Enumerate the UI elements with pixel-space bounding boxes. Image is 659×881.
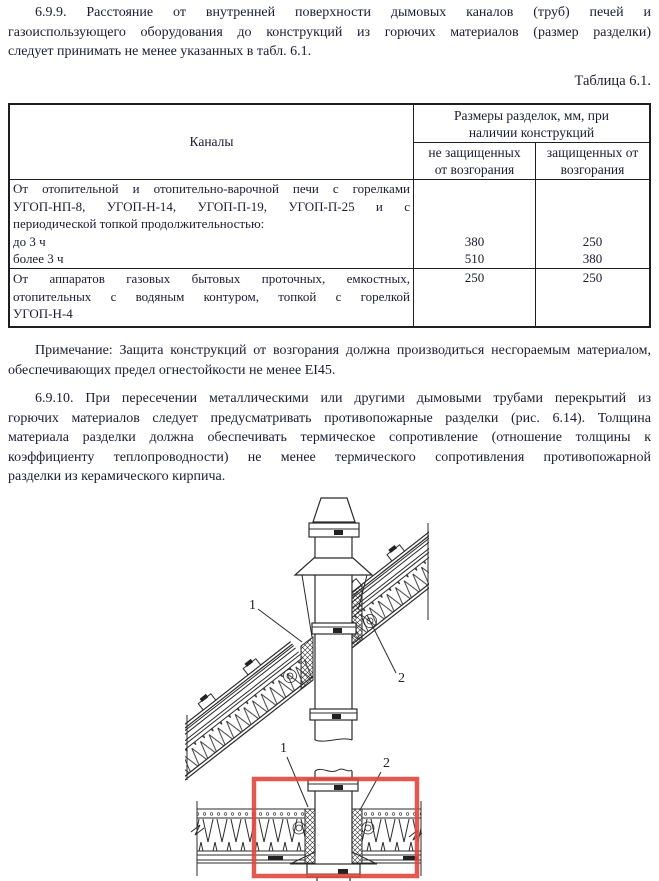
chimney-cap <box>313 498 355 522</box>
paragraph-6-9-10 <box>8 389 651 487</box>
cell-value: 380 <box>464 233 485 249</box>
pipe-collar-top <box>309 523 359 537</box>
leader-lower-1 <box>287 757 308 807</box>
header-sub-protected <box>536 143 649 179</box>
figure-label-upper-1: 1 <box>249 598 256 613</box>
cell-value: 250 <box>582 233 603 249</box>
leader-upper-2 <box>367 615 396 673</box>
row2-channels-cell <box>10 269 414 326</box>
header-span <box>414 105 649 143</box>
row1-unprotected-cell <box>414 180 536 268</box>
cell-value <box>536 180 649 198</box>
cell-line: От аппаратов газовых бытовых проточных, емкостных, <box>13 270 410 286</box>
row1-protected-cell <box>536 180 649 268</box>
paragraph-line: следует принимать не менее указанных в табл. 6.1. <box>8 44 312 59</box>
roof-bracket <box>196 691 215 710</box>
note-paragraph <box>8 341 651 380</box>
cell-value: 510 <box>464 251 485 267</box>
header-sub-line: возгорания <box>560 162 625 177</box>
cell-value <box>414 215 535 233</box>
header-subrow <box>414 143 649 179</box>
paragraph-line: разделки из керамического кирпича. <box>8 469 226 484</box>
paragraph-line: материала разделки должна обеспечивать термическое сопротивление (отношение толщины к <box>8 430 651 445</box>
cell-line: От отопительной и отопительно-варочной печи с горелками <box>13 181 410 196</box>
paragraph-6-9-9 <box>8 3 651 62</box>
figure-chimney-diagram <box>180 490 480 881</box>
cell-line: УГОП-Н-4 <box>13 306 73 322</box>
paragraph-line: 6.9.10. При пересечении металлическими или другими дымовыми трубами перекрытий из <box>35 391 651 406</box>
header-cell-sizes <box>414 105 649 179</box>
cell-line: УГОП-НП-8, УГОП-Н-14, УГОП-П-19, УГОП-П-25 и с <box>13 198 410 214</box>
pipe-collar-mid <box>312 623 356 634</box>
header-sub-line: не защищенных <box>428 145 521 160</box>
roof-bracket <box>385 542 404 561</box>
storm-collar <box>295 558 372 575</box>
cell-value <box>414 180 535 198</box>
roof-cutout-left <box>301 637 313 689</box>
row2-protected-cell: 250 <box>582 269 603 285</box>
table-caption: Таблица 6.1. <box>574 73 651 89</box>
table-6-1 <box>8 103 651 328</box>
header-sub-line: от возгорания <box>434 162 515 177</box>
paragraph-line: газоиспользующего оборудования до конструкций из горючих материалов (размер разделки) <box>8 24 651 40</box>
paragraph-line: Примечание: Защита конструкций от возгорания должна производиться несгораемым материалом, <box>35 343 651 358</box>
figure-label-lower-1: 1 <box>280 741 287 756</box>
cell-line: отопительных с водяным контуром, топкой с горелкой <box>13 288 410 304</box>
leader-upper-1 <box>258 609 302 642</box>
cell-value <box>536 198 649 216</box>
header-cell-channels: Каналы <box>10 105 414 179</box>
table-header-row <box>10 105 649 180</box>
paragraph-line: 6.9.9. Расстояние от внутренней поверхности дымовых каналов (труб) печей и <box>35 5 651 20</box>
header-span-line: наличии конструкций <box>468 124 595 140</box>
row2-unprotected-cell: 250 <box>414 269 536 326</box>
row1-channels-cell <box>10 180 414 268</box>
cell-line: до 3 ч <box>13 233 46 249</box>
paragraph-line: горючих материалов следует предусматривать противопожарные разделки (рис. 6.14). Толщина <box>8 410 651 426</box>
cell-line: более 3 ч <box>13 251 64 267</box>
cell-value <box>536 215 649 233</box>
header-sub-unprotected <box>414 143 536 179</box>
table-row-stoves <box>10 180 649 269</box>
figure-label-lower-2: 2 <box>383 756 390 771</box>
roof-bracket <box>241 656 260 675</box>
figure-label-upper-2: 2 <box>398 671 405 686</box>
joist-end <box>268 856 283 861</box>
roof-cutout-right <box>352 585 362 648</box>
cell-line: периодической топкой продолжительностью: <box>13 216 265 232</box>
table-row-appliances <box>10 269 649 326</box>
roof-left-band <box>180 633 318 785</box>
pipe-collar-low <box>310 709 357 720</box>
header-sub-line: защищенных от <box>546 145 639 160</box>
paragraph-line: обеспечивающих предел огнестойкости не менее EI45. <box>8 362 336 378</box>
paragraph-line: коэффициенту теплопроводности) не менее термического сопротивления противопожарной <box>8 449 651 465</box>
cell-value <box>414 198 535 216</box>
header-span-line: Размеры разделок, мм, при <box>454 107 609 123</box>
cell-value: 380 <box>582 251 603 267</box>
